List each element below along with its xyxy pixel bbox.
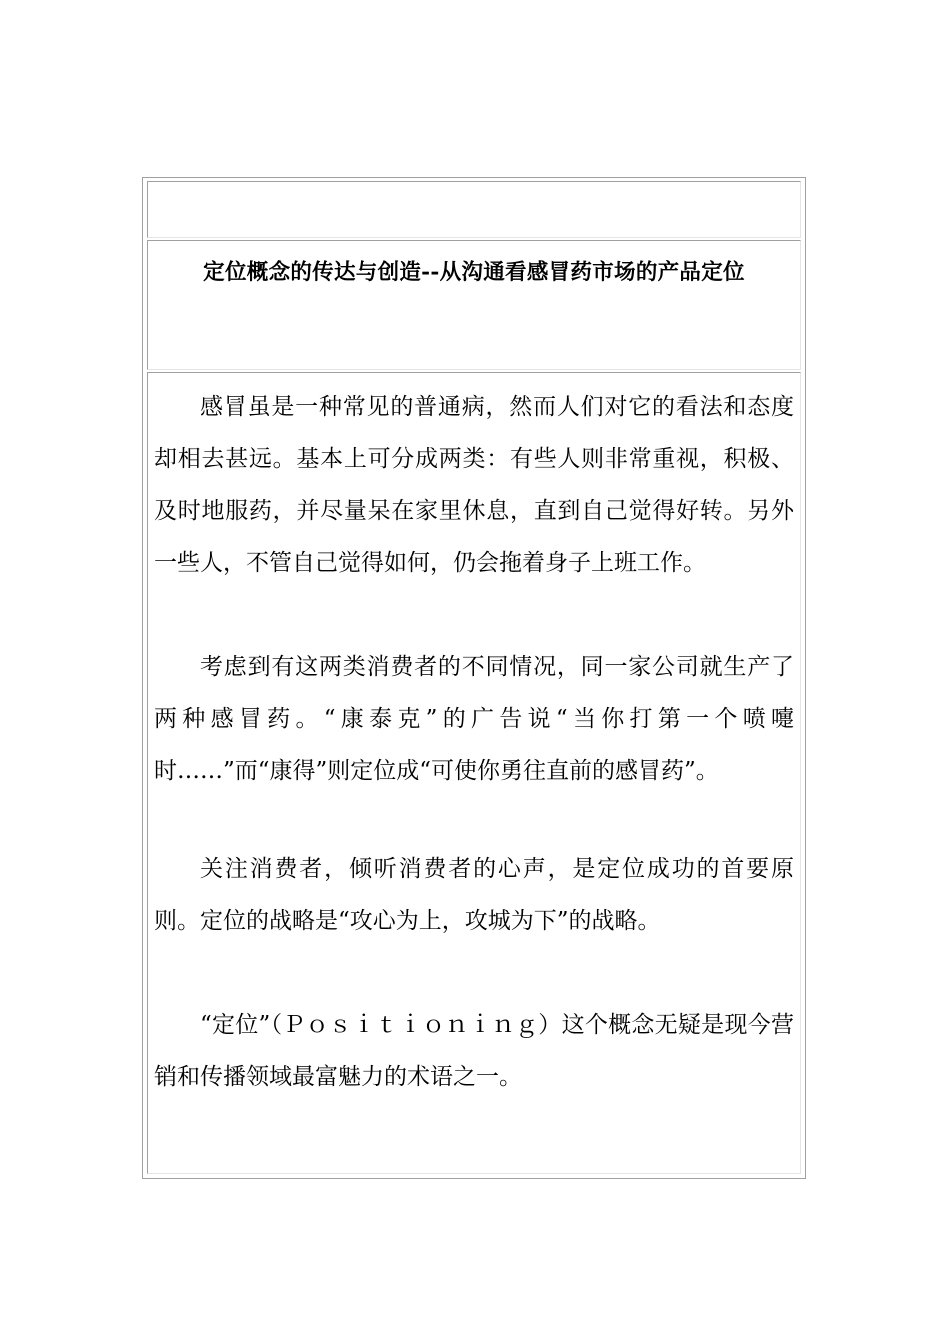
body-text <box>154 381 794 1103</box>
body-cell <box>147 372 801 1174</box>
title-cell <box>147 240 801 370</box>
document-title: 定位概念的传达与创造--从沟通看感冒药市场的产品定位 <box>203 260 745 285</box>
paragraph-2: 考虑到有这两类消费者的不同情况，同一家公司就生产了两种感冒药。“康泰克”的广告说“当你打第一个喷嚏时……”而“康得”则定位成“可使你勇往直前的感冒药”。 <box>154 654 794 784</box>
document-table <box>142 177 806 1179</box>
paragraph-1: 感冒虽是一种常见的普通病，然而人们对它的看法和态度却相去甚远。基本上可分成两类：有些人则非常重视，积极、及时地服药，并尽量呆在家里休息，直到自己觉得好转。另外一些人，不管自己觉得如何，仍会拖着身子上班工作。 <box>154 394 794 576</box>
paragraph-4: “定位”（Ｐｏｓｉｔｉｏｎｉｎｇ）这个概念无疑是现今营销和传播领域最富魅力的术语之一。 <box>154 1012 794 1090</box>
empty-header-cell <box>147 181 801 238</box>
paragraph-3: 关注消费者，倾听消费者的心声，是定位成功的首要原则。定位的战略是“攻心为上，攻城为下”的战略。 <box>154 856 794 934</box>
